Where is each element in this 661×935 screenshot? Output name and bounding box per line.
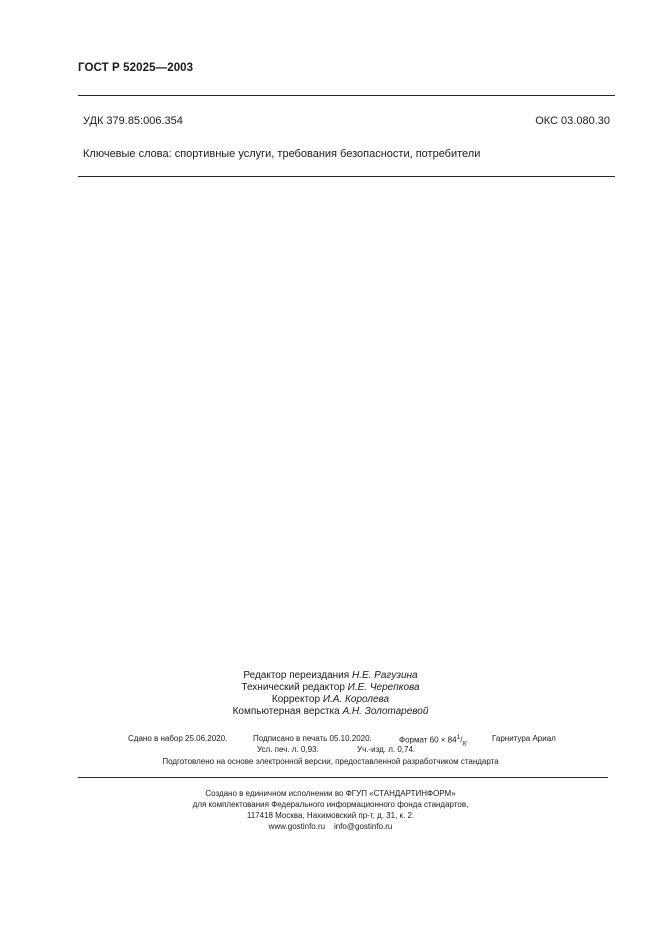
header-divider <box>78 95 615 96</box>
footer-line-3: 117418 Москва, Нахимовский пр-т, д. 31, к. 2. <box>246 811 415 820</box>
document-code: ГОСТ Р 52025—2003 <box>78 62 194 74</box>
footer-website-link[interactable]: www.gostinfo.ru <box>268 822 326 831</box>
publisher-sheets: Уч.-изд. л. 0,74. <box>357 745 416 754</box>
keywords-divider <box>78 176 615 177</box>
udk-code: УДК 379.85:006.354 <box>83 115 183 127</box>
credit-corrector-name: И.А. Королева <box>322 694 390 705</box>
keywords-line: Ключевые слова: спортивные услуги, требования безопасности, потребители <box>83 148 481 160</box>
credit-corrector <box>0 694 661 706</box>
footer-line-1: Создано в единичном исполнении во ФГУП «СТАНДАРТИНФОРМ» <box>205 789 456 798</box>
credit-corrector-label: Корректор <box>271 694 323 705</box>
print-format-numerator: 1 <box>456 734 461 741</box>
credit-tech-editor <box>0 682 661 694</box>
print-submitted: Сдано в набор 25.06.2020. <box>128 734 228 743</box>
credit-layout-label: Компьютерная верстка <box>232 706 343 717</box>
credit-editor-name: Н.Е. Рагузина <box>351 670 418 681</box>
footer-email-link[interactable]: info@gostinfo.ru <box>333 822 393 831</box>
print-typeface: Гарнитура Ариал <box>492 734 556 743</box>
print-signed: Подписано в печать 05.10.2020. <box>253 734 372 743</box>
oks-code: ОКС 03.080.30 <box>535 115 610 127</box>
footer-contacts <box>0 821 661 832</box>
credit-editor <box>0 670 661 682</box>
print-format: Формат $60 \times 84^1/_8$. <box>399 734 469 748</box>
print-format-prefix: Формат 60 × 84 <box>399 735 457 745</box>
credit-layout <box>0 706 661 718</box>
credit-tech-editor-label: Технический редактор <box>241 682 348 693</box>
print-format-denominator: 8 <box>462 740 467 748</box>
print-sheets: Усл. печ. л. 0,93. <box>257 745 319 754</box>
footer-divider <box>78 777 608 778</box>
footer-line-2: для комплектования Федерального информационного фонда стандартов, <box>192 800 469 809</box>
prepared-note: Подготовлено на основе электронной версии, предоставленной разработчиком стандарта <box>162 757 499 766</box>
credit-tech-editor-name: И.Е. Черепкова <box>347 682 420 693</box>
credit-editor-label: Редактор переиздания <box>243 670 352 681</box>
credit-layout-name: А.Н. Золотаревой <box>342 706 429 717</box>
